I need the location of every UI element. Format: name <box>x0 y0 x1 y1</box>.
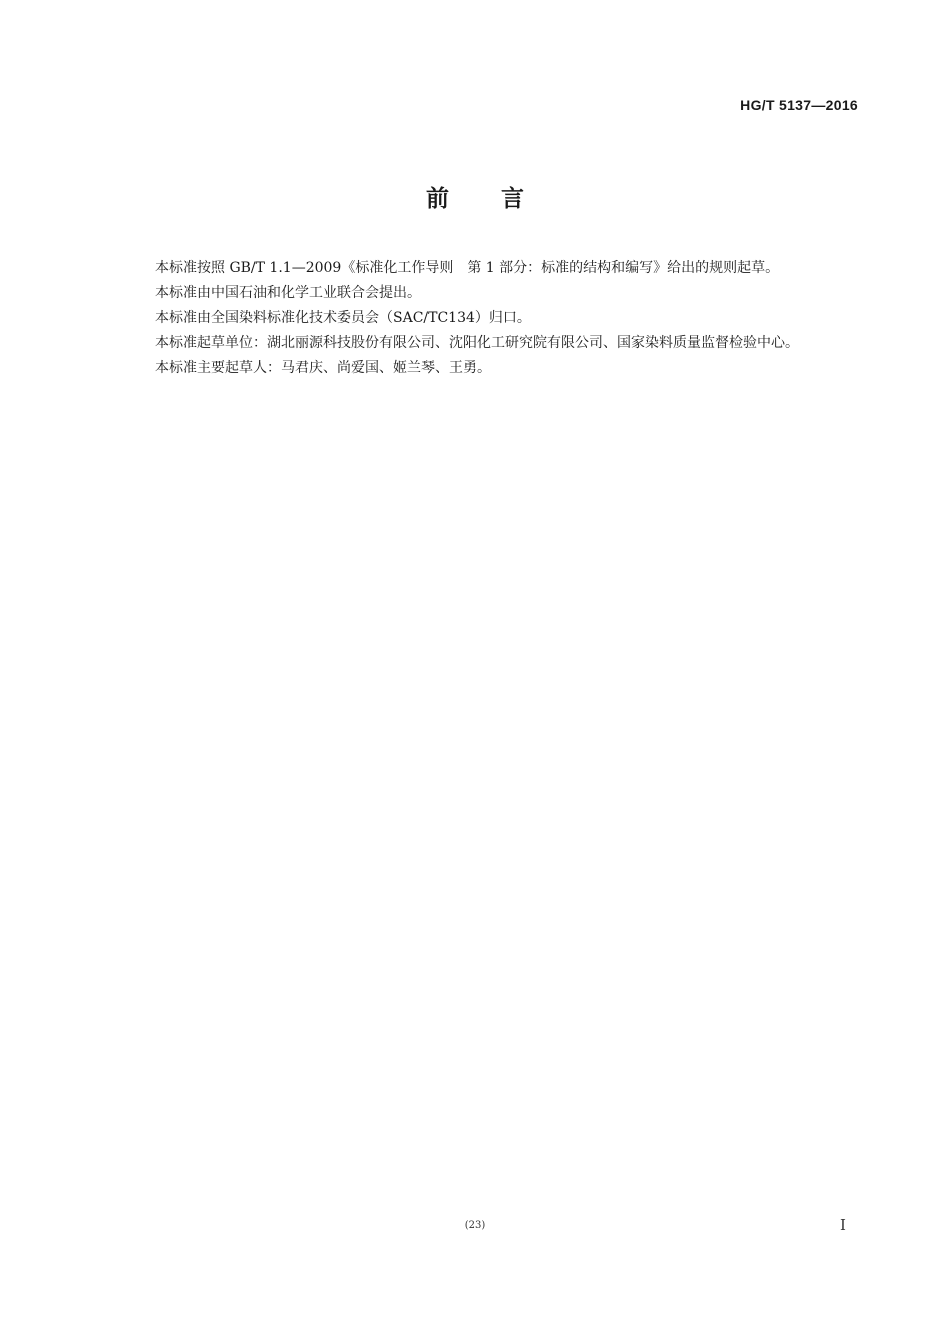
footer-page-number: (23) <box>464 1220 486 1231</box>
paragraph-proposer: 本标准由中国石油和化学工业联合会提出。 <box>155 285 421 301</box>
foreword-body <box>113 256 857 381</box>
paragraph-drafting-units: 本标准起草单位：湖北丽源科技股份有限公司、沈阳化工研究院有限公司、国家染料质量监督检验中心。 <box>155 335 799 351</box>
standard-code: HG/T 5137—2016 <box>740 97 858 113</box>
title-char-2: 言 <box>501 186 524 212</box>
paragraph-drafters: 本标准主要起草人：马君庆、尚爱国、姬兰琴、王勇。 <box>155 360 491 376</box>
footer-roman-page: Ⅰ <box>840 1216 846 1234</box>
paragraph-committee: 本标准由全国染料标准化技术委员会（SAC/TC134）归口。 <box>155 310 531 326</box>
title-char-1: 前 <box>426 186 449 212</box>
page-title <box>0 180 950 213</box>
paragraph-drafting-rules: 本标准按照 GB/T 1.1—2009《标准化工作导则 第 1 部分：标准的结构和编写》给出的规则起草。 <box>155 260 780 276</box>
